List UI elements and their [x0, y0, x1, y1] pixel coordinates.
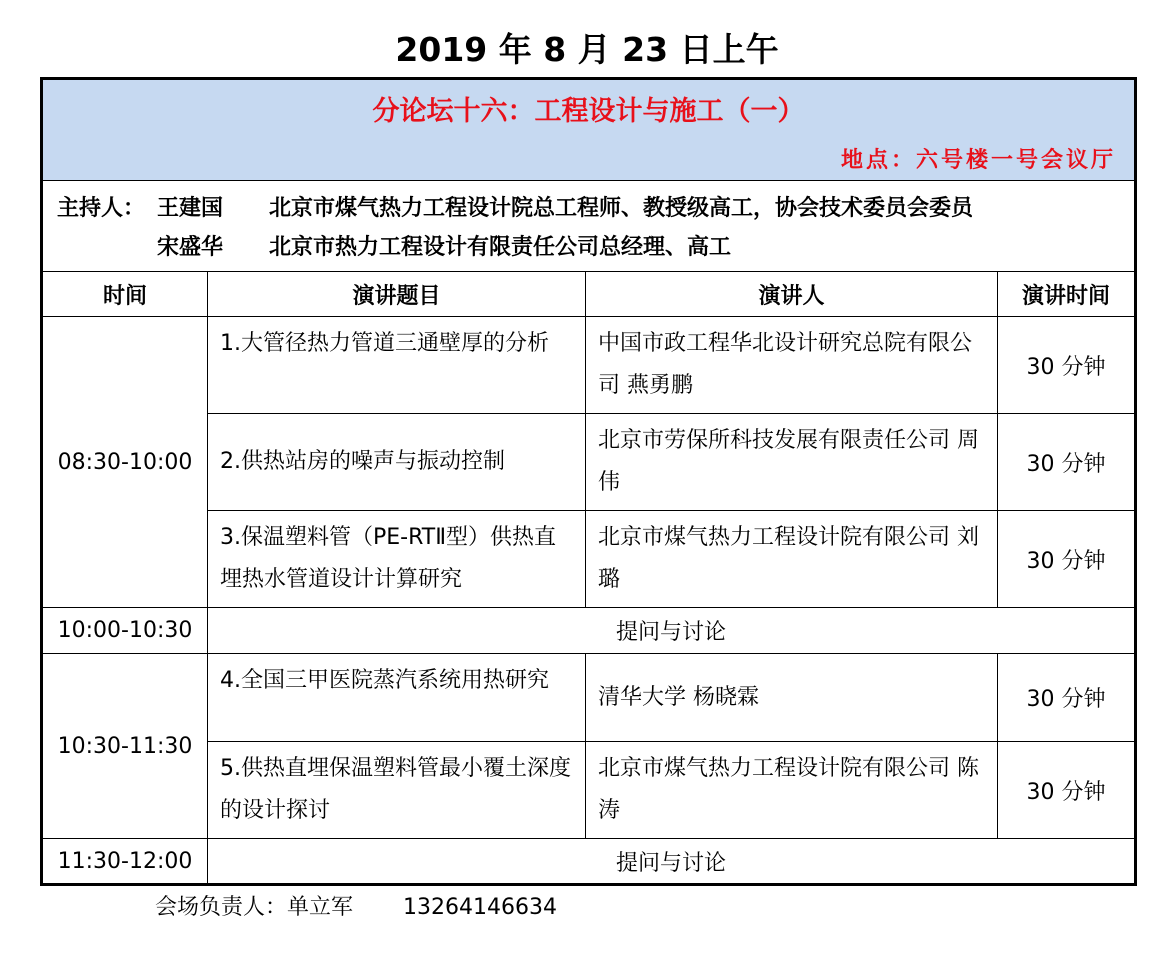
talk-topic: 4.全国三甲医院蒸汽系统用热研究: [208, 654, 586, 742]
host-line: [57, 189, 1134, 228]
hosts-row: [42, 181, 1136, 272]
host-name: 宋盛华: [157, 235, 224, 260]
session-time: 08:30-10:00: [42, 317, 208, 608]
column-header-duration: 演讲时间: [998, 272, 1136, 317]
talk-topic: 2.供热站房的噪声与振动控制: [208, 414, 586, 511]
host-title: 北京市煤气热力工程设计院总工程师、教授级高工，协会技术委员会委员: [269, 196, 974, 221]
page-title: 2019 年 8 月 23 日上午: [395, 30, 779, 69]
host-line: [57, 228, 1134, 267]
talk-duration: 30 分钟: [998, 317, 1136, 414]
discussion-label: 提问与讨论: [208, 839, 1136, 885]
host-title: 北京市热力工程设计有限责任公司总经理、高工: [269, 235, 732, 260]
forum-banner-row: [42, 79, 1136, 181]
talk-speaker: 北京市煤气热力工程设计院有限公司 陈涛: [586, 742, 998, 839]
session-time: 11:30-12:00: [42, 839, 208, 885]
column-header-topic: 演讲题目: [208, 272, 586, 317]
forum-title: 分论坛十六：工程设计与施工（一）: [372, 96, 805, 127]
forum-banner: [42, 79, 1136, 181]
talk-speaker: 清华大学 杨晓霖: [586, 654, 998, 742]
table-header-row: [42, 272, 1136, 317]
schedule-table: [40, 77, 1137, 886]
talk-duration: 30 分钟: [998, 742, 1136, 839]
column-header-time: 时间: [42, 272, 208, 317]
table-row: [42, 839, 1136, 885]
session-time: 10:00-10:30: [42, 608, 208, 654]
venue-label: 地点：六号楼一号会议厅: [840, 148, 1116, 173]
discussion-label: 提问与讨论: [208, 608, 1136, 654]
session-time: 10:30-11:30: [42, 654, 208, 839]
talk-duration: 30 分钟: [998, 511, 1136, 608]
host-label: 主持人：: [57, 196, 146, 221]
table-row: [42, 317, 1136, 414]
column-header-speaker: 演讲人: [586, 272, 998, 317]
venue-contact: [155, 893, 557, 923]
contact-phone: 13264146634: [403, 895, 557, 920]
talk-speaker: 北京市劳保所科技发展有限责任公司 周伟: [586, 414, 998, 511]
table-row: [42, 608, 1136, 654]
host-name: 王建国: [157, 196, 224, 221]
talk-speaker: 北京市煤气热力工程设计院有限公司 刘璐: [586, 511, 998, 608]
talk-duration: 30 分钟: [998, 654, 1136, 742]
talk-topic: 3.保温塑料管（PE-RTⅡ型）供热直埋热水管道设计计算研究: [208, 511, 586, 608]
talk-topic: 5.供热直埋保温塑料管最小覆土深度的设计探讨: [208, 742, 586, 839]
talk-topic: 1.大管径热力管道三通壁厚的分析: [208, 317, 586, 414]
talk-duration: 30 分钟: [998, 414, 1136, 511]
talk-speaker: 中国市政工程华北设计研究总院有限公司 燕勇鹏: [586, 317, 998, 414]
contact-label: 会场负责人：单立军: [155, 895, 354, 920]
hosts-cell: [42, 181, 1136, 272]
table-row: [42, 654, 1136, 742]
